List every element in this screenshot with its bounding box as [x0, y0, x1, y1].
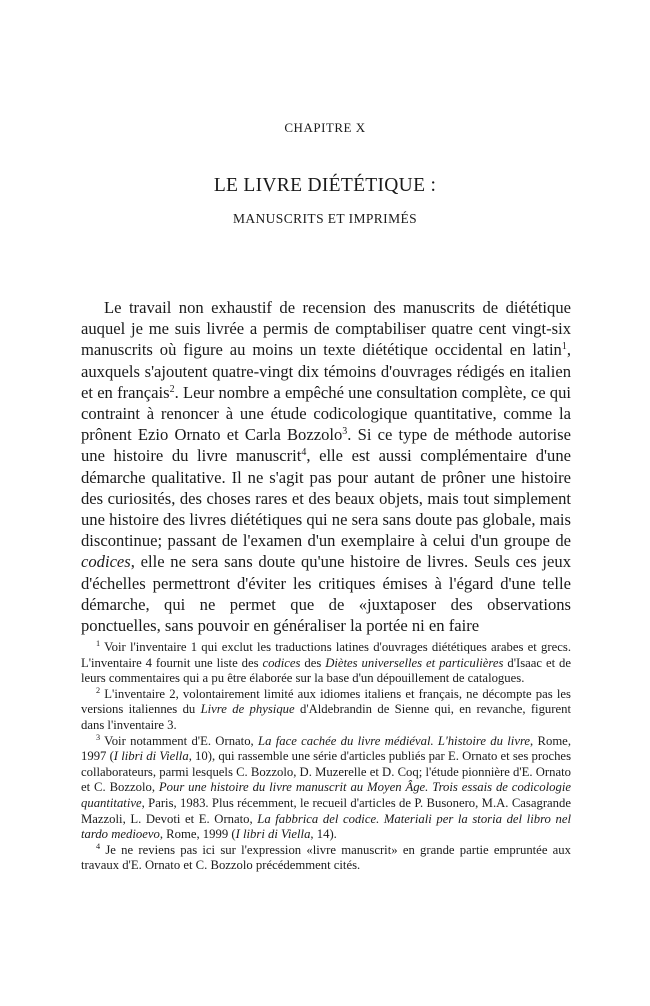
- footnote-number: 4: [96, 841, 101, 851]
- footnote-text: d'Isaac et de leurs commentaires qui a pu être élaborée sur la base d'un dépouillement de catalogues.: [81, 655, 571, 686]
- footnote-number: 3: [96, 732, 101, 742]
- footnote-text: , 14).: [310, 827, 337, 842]
- footnote-text: , Paris, 1983. Plus récemment, le recueil d'articles de P. Busonero, M.A. Casagrande Mazzoli, L. Devoti et E. Ornato,: [81, 795, 571, 826]
- footnote-ref-2[interactable]: 2: [169, 383, 175, 395]
- footnote-text: Voir l'inventaire 1 qui exclut les traductions latines d'ouvrages diététiques arabes et grecs. L'inventaire 4 fournit une liste des: [81, 640, 571, 670]
- footnote-ref-3[interactable]: 3: [342, 426, 348, 438]
- footnote-3: [81, 734, 571, 843]
- footnote-1: [81, 640, 571, 687]
- body-italic: codices: [81, 552, 131, 572]
- footnote-italic: codices: [262, 655, 301, 670]
- body-text: , elle est aussi complémentaire d'une démarche qualitative. Il ne s'agit pas pour autant de prôner une histoire des curiosités, des choses rares et des beaux objets, mais tout simplement une histoire des livres diététiques qui ne sera sans doute pas globale, mais discontinue; passant de l'examen d'un exemplaire à celui d'un groupe de: [81, 446, 571, 551]
- chapter-title: LE LIVRE DIÉTÉTIQUE :: [213, 175, 437, 196]
- footnote-italic: I libri di Viella: [113, 749, 189, 764]
- body-text: , elle ne sera sans doute qu'une histoire de livres. Seuls ces jeux d'échelles permettront d'éviter les critiques émises à l'égard d'une telle démarche, qui ne permet que de «juxtaposer des observations ponctuelles, sans pouvoir en généraliser la portée ni en faire: [81, 552, 571, 636]
- footnote-text: , Rome, 1999 (: [159, 827, 236, 842]
- footnote-ref-4[interactable]: 4: [301, 447, 307, 459]
- footnote-italic: Pour une histoire du livre manuscrit au Moyen Âge. Trois essais de codicologie quantitative: [81, 780, 571, 810]
- footnote-text: , Rome, 1997 (: [81, 733, 571, 764]
- footnote-text: , 10), qui rassemble une série d'articles publiés par E. Ornato et ses proches collaborateurs, parmi lesquels C. Bozzolo, D. Muzerelle et D. Coq; l'étude pionnière d'E. Ornato et C. Bozzolo,: [81, 749, 572, 795]
- footnote-number: 1: [96, 639, 101, 649]
- footnote-italic: La face cachée du livre médiéval. L'histoire du livre: [258, 733, 531, 748]
- footnote-italic: Diètes universelles et particulières: [325, 655, 504, 670]
- footnote-2: [81, 687, 571, 734]
- body-text: . Leur nombre a empêché une consultation complète, ce qui contraint à renoncer à une étude codicologique quantitative, comme la prônent Ezio Ornato et Carla Bozzolo: [81, 382, 571, 445]
- footnote-text: Je ne reviens pas ici sur l'expression «livre manuscrit» en grande partie empruntée aux travaux d'E. Ornato et C. Bozzolo précédemment cités.: [81, 842, 571, 873]
- footnote-text: d'Aldebrandin de Sienne qui, en revanche, figurent dans l'inventaire 3.: [81, 702, 571, 732]
- footnote-number: 2: [96, 685, 101, 695]
- chapter-label: CHAPITRE X: [284, 120, 366, 135]
- footnote-ref-1[interactable]: 1: [561, 341, 567, 353]
- chapter-subtitle: MANUSCRITS ET IMPRIMÉS: [232, 211, 418, 226]
- footnote-4: [81, 843, 571, 874]
- footnote-italic: La fabbrica del codice. Materiali per la storia del libro nel tardo medioevo: [81, 811, 571, 842]
- body-text: , auxquels s'ajoutent quatre-vingt dix témoins d'ouvrages rédigés en italien et en français: [81, 340, 571, 402]
- footnote-text: L'inventaire 2, volontairement limité aux idiomes italiens et français, ne décompte pas les versions italiennes du: [81, 686, 571, 717]
- footnote-text: Voir notamment d'E. Ornato,: [100, 733, 259, 748]
- footnote-italic: I libri di Viella: [235, 827, 311, 842]
- footnotes: [81, 640, 571, 874]
- footnote-italic: Livre de physique: [200, 702, 295, 717]
- footnote-text: des: [300, 655, 326, 670]
- body-text: Le travail non exhaustif de recension des manuscrits de diététique auquel je me suis livrée a permis de comptabiliser quatre cent vingt-six manuscrits où figure au moins un texte diététique occidental en latin: [81, 298, 571, 360]
- body-paragraph: [81, 297, 571, 636]
- body-text: . Si ce type de méthode autorise une histoire du livre manuscrit: [81, 425, 571, 466]
